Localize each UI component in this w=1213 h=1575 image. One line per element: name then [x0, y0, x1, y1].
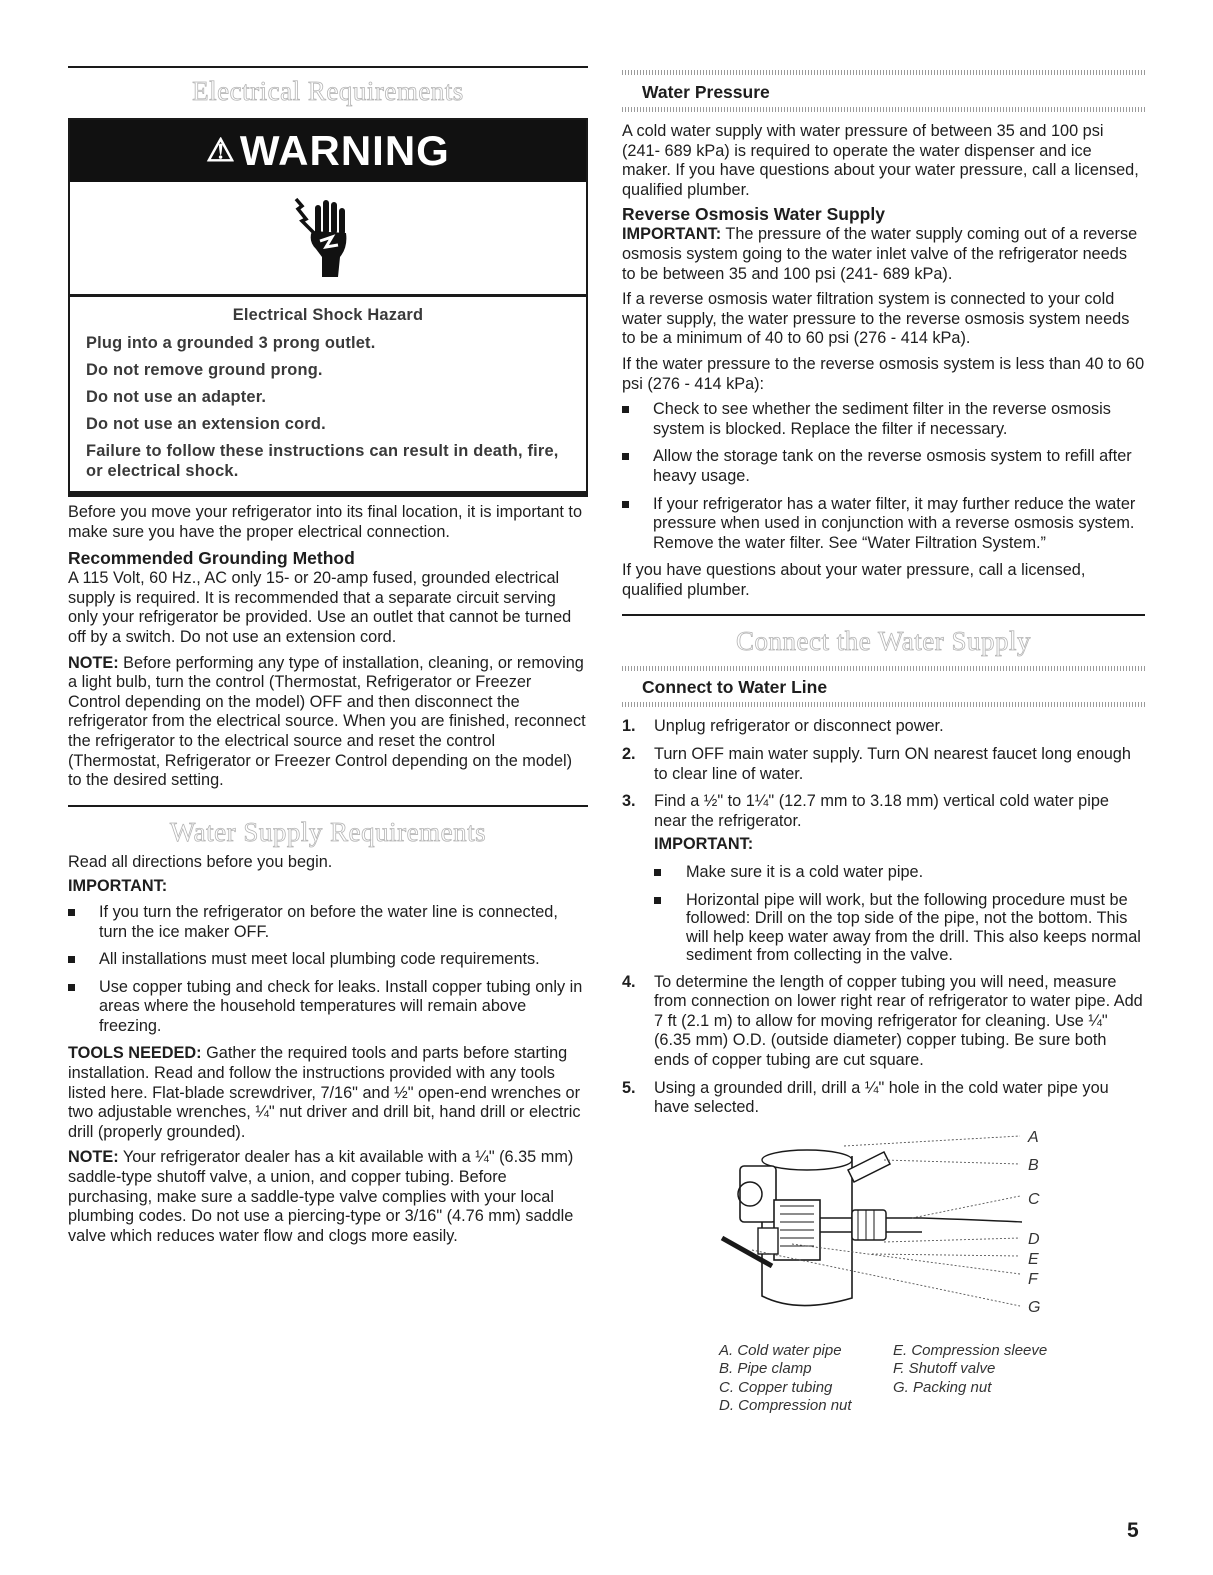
figure-callout-f: F [1028, 1270, 1038, 1288]
step-text: Using a grounded drill, drill a ¼" hole in the cold water pipe you have selected. [654, 1078, 1109, 1117]
warning-label: WARNING [239, 127, 450, 174]
list-item: If you turn the refrigerator on before the water line is connected, turn the ice maker OFF. [68, 903, 588, 942]
step-item [622, 973, 1145, 1071]
important-label: IMPORTANT: [68, 877, 168, 896]
note-text: Before performing any type of installation, cleaning, or removing a light bulb, turn the control (Thermostat, Refrigerator or Freezer Control depending on the model) OFF and then disconnect the refrigerator from the electrical source. When you are finished, reconnect the refrigerator to the electrical source and reset the control (Thermostat, Refrigerator or Freezer Control depending on the model) to the desired setting. [68, 653, 586, 790]
step-text: To determine the length of copper tubing you will need, measure from connection on lower right rear of refrigerator to water pipe. Add 7 ft (2.1 m) to allow for moving refrigerator for cleaning. Use ¼" (6.35 mm) O.D. (outside diameter) copper tubing. Be sure both ends of copper tubing are cut square. [654, 972, 1143, 1069]
list-item: Allow the storage tank on the reverse osmosis system to refill after heavy usage. [622, 447, 1145, 486]
step-item [622, 1079, 1145, 1118]
legend-item: C. Copper tubing [719, 1378, 833, 1396]
dotted-bar [622, 702, 1145, 707]
left-column [68, 66, 588, 1246]
legend-column [719, 1342, 893, 1416]
ro-paragraph: If the water pressure to the reverse osmosis system is less than 40 to 60 psi (276 - 414 kPa): [622, 354, 1145, 393]
electric-shock-hand-icon [292, 197, 364, 279]
warning-line: Do not use an adapter. [86, 388, 267, 406]
step-item [622, 792, 1145, 964]
warning-line: Do not use an extension cord. [86, 415, 326, 433]
electrical-intro: Before you move your refrigerator into its final location, it is important to make sure you have the proper electrical connection. [68, 503, 582, 541]
step-text: Turn OFF main water supply. Turn ON nearest faucet long enough to clear line of water. [654, 745, 1131, 783]
figure-callout-g: G [1028, 1298, 1041, 1316]
water-pressure-heading: Water Pressure [642, 82, 770, 102]
pressure-text: A cold water supply with water pressure of between 35 and 100 psi (241- 689 kPa) is required to operate the water dispenser and ice maker. If you have questions about your water pressure, call a licensed, qualified plumber. [622, 122, 1139, 199]
ro-paragraph: If a reverse osmosis water filtration system is connected to your cold water supply, the water pressure to the reverse osmosis system needs to be a minimum of 40 to 60 psi (276 - 414 kPa). [622, 290, 1130, 348]
list-item: All installations must meet local plumbing code requirements. [68, 950, 588, 970]
list-item: If your refrigerator has a water filter, it may further reduce the water pressure when used in conjunction with a reverse osmosis system. Remove the water filter. See “Water Filtration System.” [622, 495, 1145, 554]
legend-item: E. Compression sleeve [893, 1341, 1048, 1359]
figure-callout-b: B [1028, 1156, 1039, 1174]
figure-callout-a: A [1028, 1128, 1039, 1146]
section-rule [622, 614, 1145, 616]
section-rule [68, 66, 588, 68]
step3-important-label: IMPORTANT: [654, 835, 754, 854]
important-label: IMPORTANT: [622, 225, 722, 244]
valve-illustration [622, 1126, 1145, 1326]
warning-box [68, 118, 588, 497]
warning-line: Plug into a grounded 3 prong outlet. [86, 334, 376, 352]
figure-callout-c: C [1028, 1190, 1040, 1208]
electrical-requirements-title: Electrical Requirements [192, 76, 464, 106]
hazard-title: Electrical Shock Hazard [232, 306, 424, 324]
grounding-text: A 115 Volt, 60 Hz., AC only 15- or 20-amp fused, grounded electrical supply is required. It is recommended that a separate circuit serving only your refrigerator be provided. Use an outlet that cannot be turned off by a switch. Do not use an extension cord. [68, 569, 572, 646]
step-item [622, 717, 1145, 737]
ro-paragraph: If you have questions about your water pressure, call a licensed, qualified plumber. [622, 561, 1086, 599]
warning-header [70, 120, 586, 182]
tools-label: TOOLS NEEDED: [68, 1044, 202, 1063]
step-text: Find a ½" to 1¼" (12.7 mm to 3.18 mm) vertical cold water pipe near the refrigerator. [654, 792, 1109, 830]
kit-note [68, 1148, 588, 1246]
legend-item: D. Compression nut [719, 1397, 852, 1415]
water-bullets [68, 903, 588, 1037]
ro-important-text: The pressure of the water supply coming out of a reverse osmosis system going to the water inlet valve of the refrigerator needs to be between 35 and 100 psi (241- 689 kPa). [622, 225, 1138, 283]
connect-water-supply-title: Connect the Water Supply [735, 626, 1032, 657]
legend-item: F. Shutoff valve [893, 1360, 996, 1378]
note-text: Your refrigerator dealer has a kit available with a ¼" (6.35 mm) saddle-type shutoff valve, a union, and copper tubing. Before purchasing, make sure a saddle-type valve complies with your local plumbing codes. Do not use a piercing-type or 3/16" (4.76 mm) saddle valve which reduces water flow and clogs more easily. [68, 1148, 574, 1245]
figure-callout-e: E [1028, 1250, 1039, 1268]
step-number: 1. [622, 717, 636, 736]
legend-item: A. Cold water pipe [719, 1341, 842, 1359]
warning-line: Failure to follow these instructions can result in death, fire, or electrical shock. [86, 442, 559, 480]
connect-steps [622, 717, 1145, 1117]
saddle-valve-diagram [622, 1126, 1145, 1326]
read-all-directions: Read all directions before you begin. [68, 852, 333, 871]
step-number: 4. [622, 972, 636, 991]
warning-text [70, 297, 586, 491]
tools-needed [68, 1044, 588, 1142]
figure-callout-d: D [1028, 1230, 1040, 1248]
list-item: Check to see whether the sediment filter in the reverse osmosis system is blocked. Replace the filter if necessary. [622, 400, 1145, 439]
list-item: Use copper tubing and check for leaks. Install copper tubing only in areas where the household temperatures will remain above freezing. [68, 978, 588, 1037]
electrical-note [68, 654, 588, 791]
water-supply-requirements-title: Water Supply Requirements [169, 816, 487, 847]
legend-item: G. Packing nut [893, 1378, 992, 1396]
right-column [622, 70, 1145, 1416]
tools-text: Gather the required tools and parts before starting installation. Read and follow the instructions provided with any tools listed here. Flat-blade screwdriver, 7/16" and ½" open-end wrenches or two adjustable wrenches, ¼" nut driver and drill bit, hand drill or electric drill (properly grounded). [68, 1044, 581, 1141]
section-rule [68, 805, 588, 807]
hazard-symbol-area [70, 182, 586, 297]
connect-water-line-heading: Connect to Water Line [642, 677, 828, 698]
legend-column [893, 1342, 1067, 1416]
figure-legend [719, 1342, 1145, 1416]
page-number: 5 [1127, 1519, 1139, 1542]
step-item [622, 745, 1145, 784]
step-text: Unplug refrigerator or disconnect power. [654, 717, 944, 736]
warning-triangle-icon: ⚠ [206, 132, 236, 168]
step-number: 2. [622, 745, 636, 764]
ro-bullets [622, 400, 1145, 553]
step-number: 3. [622, 792, 636, 811]
note-label: NOTE: [68, 1148, 119, 1167]
list-item: Horizontal pipe will work, but the following procedure must be followed: Drill on the top side of the pipe, not the bottom. This will help keep water away from the drill. This also keeps normal sediment from collecting in the valve. [654, 891, 1145, 965]
dotted-bar [622, 107, 1145, 112]
list-item: Make sure it is a cold water pipe. [654, 863, 1145, 883]
note-label: NOTE: [68, 653, 119, 672]
grounding-heading: Recommended Grounding Method [68, 548, 355, 569]
warning-line: Do not remove ground prong. [86, 361, 323, 379]
reverse-osmosis-heading: Reverse Osmosis Water Supply [622, 204, 885, 225]
legend-item: B. Pipe clamp [719, 1360, 812, 1378]
ro-important [622, 225, 1145, 284]
step3-bullets [654, 863, 1145, 965]
step-number: 5. [622, 1078, 636, 1097]
